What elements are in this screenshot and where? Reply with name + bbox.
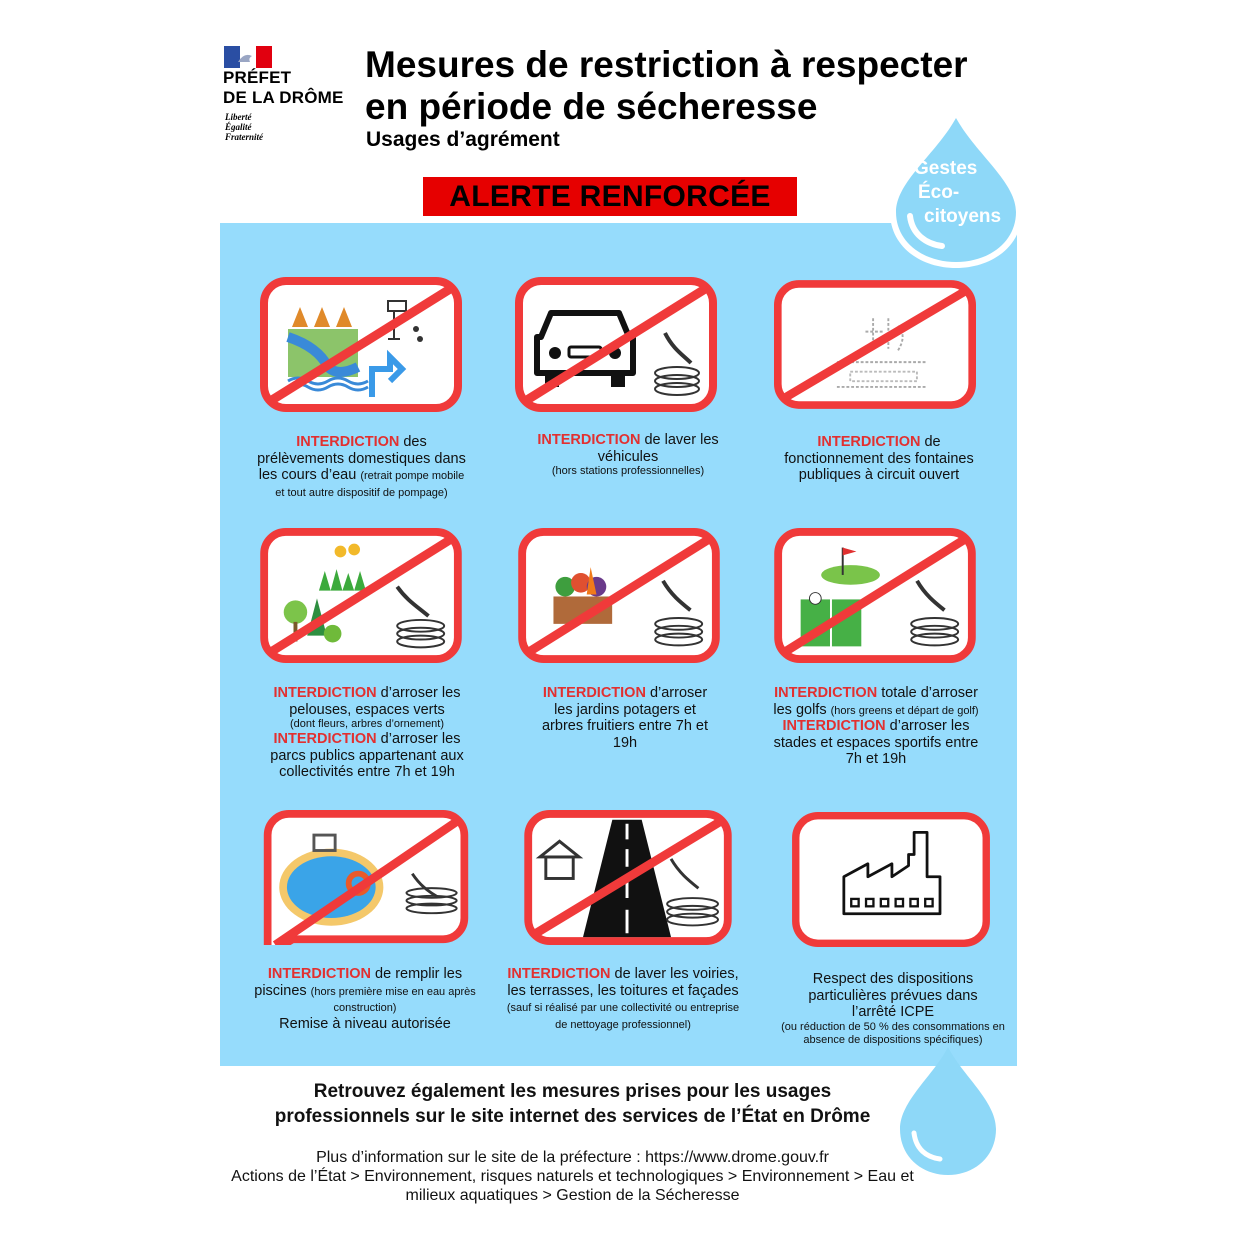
river-pump-icon [260,277,462,412]
vegetable-garden-icon [518,528,720,663]
card-caption: INTERDICTION totale d’arroser les golfs (hors greens et départ de golf) INTERDICTION d’arroser les stades et espaces sportifs entre 7h et 19h [773,685,979,767]
alert-level-banner: ALERTE RENFORCÉE [423,177,797,216]
eco-gestures-label: Gestes Éco- citoyens [914,158,1002,227]
road-washing-icon [522,810,734,945]
card-caption: INTERDICTION de remplir les piscines (hors première mise en eau après construction) Remise à niveau autorisée [254,966,476,1032]
card-caption: INTERDICTION de laver les véhicules (hors stations professionnelles) [537,432,719,477]
card-caption: INTERDICTION de laver les voiries, les terrasses, les toitures et façades (sauf si réalisé par une collectivité ou entreprise de nettoyage professionnel) [506,966,740,1031]
pool-card [260,810,472,945]
republic-motto: Liberté Égalité Fraternité [225,112,264,142]
factory-icon [784,812,998,947]
card-caption: Respect des dispositions particulières prévues dans l’arrêté ICPE (ou réduction de 50 % des consommations en absence de dispositions spécifiques) [781,971,1005,1046]
golf-stadium-card [774,528,976,663]
road-washing-card [522,810,734,945]
page-subtitle: Usages d’agrément [366,128,560,151]
prefet-logo-text: PRÉFET DE LA DRÔME [223,68,344,107]
fountain-card [774,277,976,412]
prefecture-info: Plus d’information sur le site de la préfecture : https://www.drome.gouv.fr Actions de l’État > Environnement, risques naturels et technologiques > Environnement > Eau et milieux aquatiques > Gestion de la Sécheresse [231,1149,914,1204]
card-caption: INTERDICTION d’arroser les pelouses, espaces verts (dont fleurs, arbres d’ornement) INTERDICTION d’arroser les parcs publics appartenant aux collectivités entre 7h et 19h [270,685,464,780]
car-wash-card [515,277,717,412]
footer-note: Retrouvez également les mesures prises pour les usages professionnels sur le site internet des services de l’État en Drôme [274,1081,871,1127]
fountain-icon [774,277,976,412]
vegetable-garden-card [518,528,720,663]
card-caption: INTERDICTION des prélèvements domestiques dans les cours d’eau (retrait pompe mobile et tout autre dispositif de pompage) [257,434,466,499]
lawn-watering-icon [260,528,462,663]
car-wash-icon [515,277,717,412]
pool-icon [260,810,472,945]
marianne-flag-icon [224,46,272,68]
factory-card [784,812,998,947]
card-caption: INTERDICTION de fonctionnement des fontaines publiques à circuit ouvert [784,434,974,483]
river-pump-card [260,277,462,412]
card-caption: INTERDICTION d’arroser les jardins potagers et arbres fruitiers entre 7h et 19h [541,685,709,751]
lawn-watering-card [260,528,462,663]
page-title: Mesures de restriction à respecter en période de sécheresse [365,44,968,127]
golf-stadium-icon [774,528,976,663]
